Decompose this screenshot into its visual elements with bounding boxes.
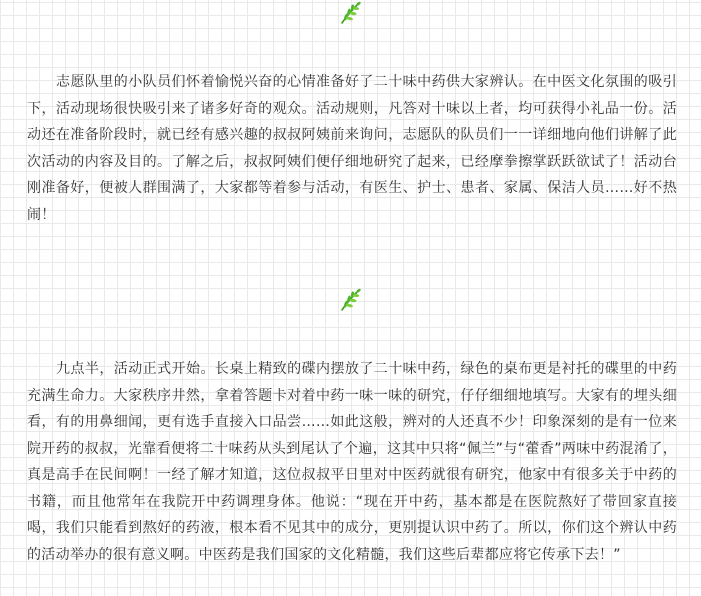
- leaf-sprig-icon: [337, 0, 363, 26]
- paragraph-volunteer-preparation: 志愿队里的小队员们怀着愉悦兴奋的心情准备好了二十味中药供大家辨认。在中医文化氛围的吸引下，活动现场很快吸引来了诸多好奇的观众。活动规则，凡答对十味以上者，均可获得小礼品一份。活动还在准备阶段时，就已经有感兴趣的叔叔阿姨前来询问，志愿队的队员们一一详细地向他们讲解了此次活动的内容及目的。了解之后，叔叔阿姨们便仔细地研究了起来，已经摩拳擦掌跃跃欲试了！活动台刚准备好，便被人群围满了，大家都等着参与活动，有医生、护士、患者、家属、保洁人员……好不热闹！: [27, 74, 677, 223]
- leaf-sprig-icon: [337, 287, 363, 313]
- paragraph-activity-start: 九点半，活动正式开始。长桌上精致的碟内摆放了二十味中药，绿色的桌布更是衬托的碟里的中药充满生命力。大家秩序井然，拿着答题卡对着中药一味一味的研究，仔仔细细地填写。大家有的埋头细看，有的用鼻细闻，更有选手直接入口品尝……如此这般，辨对的人还真不少！印象深刻的是有一位来院开药的叔叔，光靠看便将二十味药从头到尾认了个遍，这其中只将“佩兰”与“藿香”两味中药混淆了，真是高手在民间啊！一经了解才知道，这位叔叔平日里对中医药就很有研究，他家中有很多关于中药的书籍，而且他常年在我院开中药调理身体。他说：“现在开中药，基本都是在医院熬好了带回家直接喝，我们只能看到熬好的药液，根本看不见其中的成分，更别提认识中药了。所以，你们这个辨认中药的活动举办的很有意义啊。中医药是我们国家的文化精髓，我们这些后辈都应将它传承下去！”: [27, 361, 677, 563]
